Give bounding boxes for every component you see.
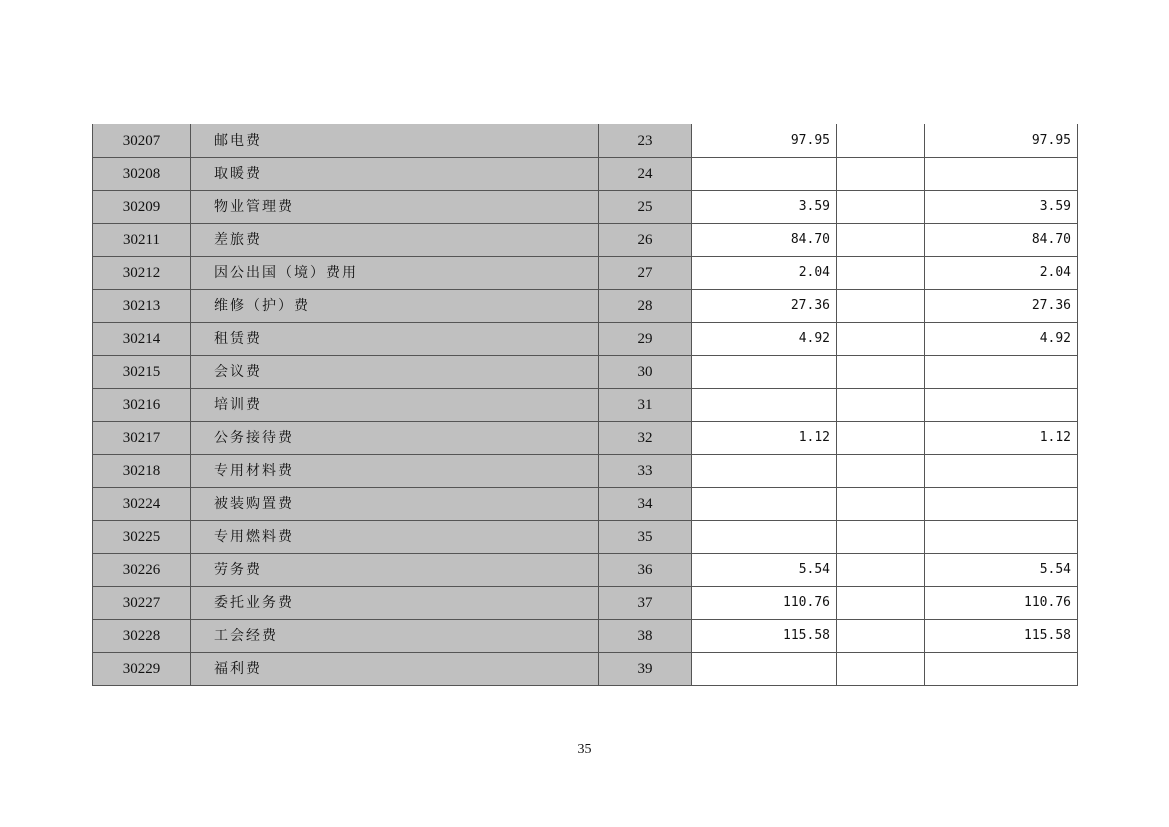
amount-cell-col3: 97.95: [925, 124, 1078, 158]
economic-code-cell: 30218: [93, 455, 191, 488]
item-name-cell: 租赁费: [191, 323, 599, 356]
economic-code-cell: 30212: [93, 257, 191, 290]
line-number-cell: 35: [599, 521, 692, 554]
line-number-cell: 29: [599, 323, 692, 356]
item-name-cell: 差旅费: [191, 224, 599, 257]
economic-code-cell: 30225: [93, 521, 191, 554]
item-name-cell: 工会经费: [191, 620, 599, 653]
item-name-cell: 委托业务费: [191, 587, 599, 620]
amount-cell-col2: [837, 422, 925, 455]
amount-cell-col2: [837, 290, 925, 323]
amount-cell-col1: 27.36: [692, 290, 837, 323]
amount-cell-col3: 2.04: [925, 257, 1078, 290]
amount-cell-col1: 3.59: [692, 191, 837, 224]
table-row: [93, 257, 1078, 290]
economic-code-cell: 30211: [93, 224, 191, 257]
amount-cell-col3: 1.12: [925, 422, 1078, 455]
table-row: [93, 587, 1078, 620]
line-number-cell: 30: [599, 356, 692, 389]
amount-cell-col1: [692, 653, 837, 686]
amount-cell-col3: 27.36: [925, 290, 1078, 323]
expense-table: [92, 124, 1078, 686]
amount-cell-col2: [837, 191, 925, 224]
table-row: [93, 620, 1078, 653]
amount-cell-col2: [837, 653, 925, 686]
item-name-cell: 福利费: [191, 653, 599, 686]
table-row: [93, 290, 1078, 323]
table-row: [93, 554, 1078, 587]
expense-table-container: [92, 124, 1078, 686]
item-name-cell: 会议费: [191, 356, 599, 389]
amount-cell-col3: 4.92: [925, 323, 1078, 356]
amount-cell-col3: 115.58: [925, 620, 1078, 653]
amount-cell-col3: [925, 356, 1078, 389]
amount-cell-col2: [837, 323, 925, 356]
amount-cell-col3: 110.76: [925, 587, 1078, 620]
item-name-cell: 劳务费: [191, 554, 599, 587]
economic-code-cell: 30213: [93, 290, 191, 323]
amount-cell-col2: [837, 488, 925, 521]
line-number-cell: 23: [599, 124, 692, 158]
line-number-cell: 26: [599, 224, 692, 257]
economic-code-cell: 30207: [93, 124, 191, 158]
line-number-cell: 32: [599, 422, 692, 455]
line-number-cell: 38: [599, 620, 692, 653]
amount-cell-col2: [837, 158, 925, 191]
amount-cell-col3: [925, 653, 1078, 686]
line-number-cell: 25: [599, 191, 692, 224]
amount-cell-col1: 84.70: [692, 224, 837, 257]
line-number-cell: 27: [599, 257, 692, 290]
economic-code-cell: 30214: [93, 323, 191, 356]
item-name-cell: 维修（护）费: [191, 290, 599, 323]
item-name-cell: 邮电费: [191, 124, 599, 158]
amount-cell-col3: 3.59: [925, 191, 1078, 224]
expense-table-body: [93, 124, 1078, 686]
table-row: [93, 158, 1078, 191]
economic-code-cell: 30227: [93, 587, 191, 620]
table-row: [93, 653, 1078, 686]
item-name-cell: 因公出国（境）费用: [191, 257, 599, 290]
amount-cell-col2: [837, 521, 925, 554]
item-name-cell: 物业管理费: [191, 191, 599, 224]
amount-cell-col2: [837, 620, 925, 653]
table-row: [93, 124, 1078, 158]
amount-cell-col2: [837, 389, 925, 422]
line-number-cell: 31: [599, 389, 692, 422]
amount-cell-col1: 1.12: [692, 422, 837, 455]
amount-cell-col1: 97.95: [692, 124, 837, 158]
amount-cell-col3: [925, 455, 1078, 488]
amount-cell-col3: [925, 521, 1078, 554]
economic-code-cell: 30209: [93, 191, 191, 224]
item-name-cell: 取暖费: [191, 158, 599, 191]
amount-cell-col2: [837, 554, 925, 587]
economic-code-cell: 30224: [93, 488, 191, 521]
item-name-cell: 专用材料费: [191, 455, 599, 488]
table-row: [93, 422, 1078, 455]
amount-cell-col3: [925, 158, 1078, 191]
amount-cell-col3: [925, 389, 1078, 422]
line-number-cell: 39: [599, 653, 692, 686]
table-row: [93, 521, 1078, 554]
amount-cell-col1: 115.58: [692, 620, 837, 653]
economic-code-cell: 30217: [93, 422, 191, 455]
line-number-cell: 33: [599, 455, 692, 488]
economic-code-cell: 30216: [93, 389, 191, 422]
table-row: [93, 191, 1078, 224]
amount-cell-col2: [837, 257, 925, 290]
amount-cell-col3: 84.70: [925, 224, 1078, 257]
item-name-cell: 培训费: [191, 389, 599, 422]
amount-cell-col3: [925, 488, 1078, 521]
economic-code-cell: 30229: [93, 653, 191, 686]
amount-cell-col2: [837, 455, 925, 488]
item-name-cell: 公务接待费: [191, 422, 599, 455]
amount-cell-col1: [692, 158, 837, 191]
amount-cell-col1: [692, 521, 837, 554]
amount-cell-col3: 5.54: [925, 554, 1078, 587]
economic-code-cell: 30208: [93, 158, 191, 191]
table-row: [93, 455, 1078, 488]
table-row: [93, 488, 1078, 521]
amount-cell-col1: [692, 488, 837, 521]
table-row: [93, 389, 1078, 422]
line-number-cell: 37: [599, 587, 692, 620]
amount-cell-col1: [692, 389, 837, 422]
amount-cell-col1: 4.92: [692, 323, 837, 356]
table-row: [93, 356, 1078, 389]
amount-cell-col1: 5.54: [692, 554, 837, 587]
table-row: [93, 323, 1078, 356]
economic-code-cell: 30228: [93, 620, 191, 653]
item-name-cell: 被装购置费: [191, 488, 599, 521]
item-name-cell: 专用燃料费: [191, 521, 599, 554]
line-number-cell: 34: [599, 488, 692, 521]
page-number: 35: [577, 742, 592, 757]
line-number-cell: 24: [599, 158, 692, 191]
line-number-cell: 36: [599, 554, 692, 587]
amount-cell-col2: [837, 356, 925, 389]
amount-cell-col1: [692, 356, 837, 389]
amount-cell-col2: [837, 224, 925, 257]
amount-cell-col2: [837, 124, 925, 158]
amount-cell-col2: [837, 587, 925, 620]
line-number-cell: 28: [599, 290, 692, 323]
amount-cell-col1: 2.04: [692, 257, 837, 290]
economic-code-cell: 30215: [93, 356, 191, 389]
amount-cell-col1: 110.76: [692, 587, 837, 620]
table-row: [93, 224, 1078, 257]
amount-cell-col1: [692, 455, 837, 488]
economic-code-cell: 30226: [93, 554, 191, 587]
